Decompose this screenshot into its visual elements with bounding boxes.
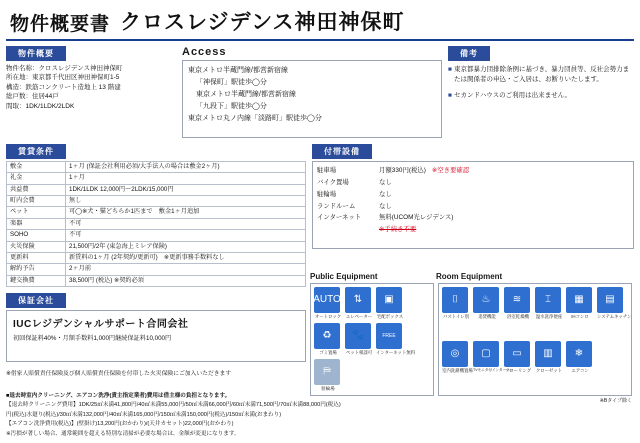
equipment-item	[376, 323, 416, 356]
rent-heading: 賃貸条件	[6, 144, 66, 159]
access-line: 東京メトロ半蔵門線/都営新宿線	[196, 90, 296, 98]
rent-key: 鍵交換費	[7, 275, 66, 286]
rent-value: 不可	[66, 218, 306, 229]
equipment-label: TVモニタ付インターホン	[473, 368, 514, 372]
table-row	[7, 196, 306, 207]
access-line: 東京メトロ丸ノ内線「淡路町」駅徒歩◯分	[188, 114, 322, 122]
guarantee-company: IUCレジデンシャルサポート合同会社	[13, 318, 189, 330]
remarks-list	[448, 65, 634, 101]
washlet-glyph: ⌶	[545, 294, 551, 305]
pet-glyph: 🐾	[351, 330, 365, 341]
equipment-item	[345, 323, 373, 356]
table-row	[7, 275, 306, 286]
air-conditioner-icon	[566, 341, 592, 367]
equipment-label: ゴミ置場	[319, 350, 337, 355]
rent-key: 火災保険	[7, 241, 66, 252]
equipment-item	[566, 341, 594, 392]
overview-heading: 物件概要	[6, 46, 66, 61]
facility-key: インターネット	[317, 214, 362, 222]
footer-line: ※汚損が著しい場合、通常範囲を超える特別な清掃が必要な場合は、金額が変更になります。	[6, 430, 240, 437]
overview-list	[6, 64, 176, 111]
equipment-label: 室内洗濯機置場	[442, 368, 473, 373]
system-kitchen-glyph: ▤	[605, 294, 615, 305]
document-header	[6, 4, 634, 41]
footer-line: 【退去時クリーニング費用】1DK/25㎡未満41,800円/40㎡未満55,000円/50㎡未満66,000円/60㎡未満71,500円/70㎡未満88,000円(税込)	[6, 402, 341, 408]
internet-free-icon	[376, 323, 402, 349]
tv-intercom-icon	[473, 341, 499, 367]
facility-value: なし	[379, 190, 392, 198]
remark-item: セカンドハウスのご利用は出来ません。	[453, 91, 572, 99]
overview-row: 総戸数：住居44戸	[6, 93, 59, 101]
footer-line: 【エアコン洗浄費用(税込)】(壁掛け)13,200円(おかわり)/(天井カセット)22,000円(おかわり)	[6, 421, 234, 427]
facility-value: 月額330円(税込)	[379, 167, 426, 174]
equipment-item	[314, 287, 342, 320]
equipment-item	[504, 341, 532, 392]
rent-value: 不可	[66, 230, 306, 241]
facility-value: なし	[379, 202, 392, 210]
delivery-box-glyph: ▣	[384, 294, 394, 305]
rent-key: 町内会費	[7, 196, 66, 207]
room-equipment-heading: Room Equipment	[436, 272, 503, 281]
public-equipment-heading: Public Equipment	[310, 272, 378, 281]
facilities-list	[312, 161, 634, 249]
footer-notes	[6, 392, 634, 440]
overview-row: 間取：1DK/1LDK/2LDK	[6, 102, 75, 110]
flooring-glyph: ▭	[512, 348, 522, 359]
rent-value: 2ヶ月前	[66, 264, 306, 275]
equipment-label: エアコン	[571, 368, 589, 373]
rent-value: 1ヶ月	[66, 173, 306, 184]
indoor-washer-glyph: ◎	[450, 348, 460, 359]
equipment-headings	[310, 272, 632, 281]
bath-toilet-separate-glyph: ⌷	[452, 294, 458, 305]
rent-value: 無し	[66, 196, 306, 207]
equipment-label: 宅配ボックス	[376, 314, 404, 319]
ih-stove-glyph: ▦	[574, 294, 584, 305]
access-line: 「九段下」駅徒歩◯分	[196, 102, 267, 110]
equipment-item	[314, 323, 342, 356]
delivery-box-icon	[376, 287, 402, 313]
facility-key: ランドルーム	[317, 202, 356, 210]
equipment-item	[345, 287, 373, 320]
remarks-heading: 備考	[448, 46, 490, 61]
guarantee-note: ※借家人賠償責任保険及び個人賠償責任保険を付帯した火災保険にご加入いただきます	[6, 370, 232, 377]
equipment-panels	[310, 283, 632, 396]
rent-key: 楽器	[7, 218, 66, 229]
facility-key: 駐車場	[317, 167, 337, 174]
facility-row	[317, 224, 629, 236]
access-line: 東京メトロ半蔵門線/都営新宿線	[188, 67, 288, 74]
equipment-item	[473, 341, 514, 392]
top-section	[6, 46, 634, 138]
table-row	[7, 264, 306, 275]
guarantee-detail: 初回保証料40%・月額手数料1,000円継続保証料10,000円	[13, 334, 172, 342]
auto-lock-icon	[314, 287, 340, 313]
equipment-label: 浴室乾燥機	[507, 314, 529, 319]
equipment-label: 駐輪場	[321, 386, 335, 391]
indoor-washer-icon	[442, 341, 468, 367]
facility-row	[317, 177, 629, 189]
footer-line: 円(税込)水廻り(税込)/30㎡未満132,000円/40㎡未満165,000円/150㎡未満150,000円(税込)/150㎡未満(おまわり)	[6, 411, 282, 418]
access-block	[182, 46, 442, 138]
facility-row	[317, 189, 629, 201]
equipment-section	[310, 272, 632, 404]
reheating-bath-glyph: ♨	[481, 294, 491, 305]
equipment-item	[566, 287, 594, 338]
facility-row	[317, 165, 629, 177]
auto-lock-glyph: AUTO	[313, 294, 341, 305]
overview-block	[6, 46, 176, 138]
rent-value: 可◯※犬・猫どちらか1匹まで 敷金1ヶ月追加	[66, 207, 306, 218]
equipment-item	[314, 359, 342, 392]
equipment-item	[597, 287, 632, 338]
ih-stove-icon	[566, 287, 592, 313]
elevator-glyph: ⇅	[353, 294, 363, 305]
facility-key	[317, 224, 379, 236]
equipment-item	[376, 287, 404, 320]
air-conditioner-glyph: ❄	[574, 348, 584, 359]
bathroom-dryer-icon	[504, 287, 530, 313]
rent-value: 1ヶ月 (保証会社利用必須/大手法人の場合は敷金2ヶ月)	[66, 162, 306, 173]
equipment-item	[535, 341, 563, 392]
access-heading: Access	[182, 46, 227, 58]
bicycle-parking-glyph: ⛿	[323, 366, 331, 377]
facility-note: ※空き要確認	[431, 167, 470, 174]
system-kitchen-icon	[597, 287, 623, 313]
equipment-label: IHコンロ	[571, 314, 589, 319]
equipment-note: ※Bタイプ除く	[599, 398, 632, 404]
facilities-heading: 付帯設備	[312, 144, 372, 159]
rent-block	[6, 144, 306, 287]
table-row	[7, 218, 306, 229]
flooring-icon	[504, 341, 530, 367]
bullet-icon: ■	[448, 91, 452, 99]
bathroom-dryer-glyph: ≋	[512, 294, 522, 305]
equipment-label: オートロック	[314, 314, 342, 319]
trash-room-icon	[314, 323, 340, 349]
facility-key: バイク置場	[317, 178, 349, 186]
equipment-item	[535, 287, 563, 338]
rent-value: 21,500円/2年 (東急海上ミレア保険)	[66, 241, 306, 252]
table-row	[7, 241, 306, 252]
internet-free-glyph: FREE	[382, 332, 396, 339]
facility-value: ※手続き不要	[379, 226, 417, 234]
facility-value: 無料(UCOM光レジデンス)	[379, 214, 454, 222]
table-row	[7, 207, 306, 218]
rent-table	[6, 161, 306, 287]
equipment-item	[473, 287, 501, 338]
rent-key: SOHO	[7, 230, 66, 241]
rent-key: 礼金	[7, 173, 66, 184]
rent-value: 1DK/1LDK 12,000円～2LDK/15,000円	[66, 184, 306, 195]
closet-glyph: ▥	[543, 348, 553, 359]
equipment-label: エレベーター	[345, 314, 373, 319]
rent-value: 38,500円 (税込) ※契約必須	[66, 275, 306, 286]
overview-row: 物件名称：クロスレジデンス神田神保町	[6, 65, 123, 72]
equipment-label: 温水洗浄便座	[535, 314, 563, 319]
overview-row: 構造：鉄筋コンクリート造地上 13 階建	[6, 83, 121, 91]
guarantee-card	[6, 310, 306, 362]
table-row	[7, 184, 306, 195]
document-title: 物件概要書	[10, 14, 111, 35]
equipment-label: 追焚機能	[478, 314, 496, 319]
rent-key: 共益費	[7, 184, 66, 195]
equipment-label: バストイレ別	[442, 314, 470, 319]
equipment-label: システムキッチン	[597, 314, 632, 319]
access-list	[182, 60, 442, 138]
conditions-section	[6, 144, 634, 287]
rent-key: 敷金	[7, 162, 66, 173]
facility-key: 駐輪場	[317, 190, 337, 198]
room-equipment-panel	[438, 283, 632, 396]
rent-key: 解約予告	[7, 264, 66, 275]
facilities-block	[312, 144, 634, 287]
public-equipment-panel	[310, 283, 434, 396]
remarks-block	[448, 46, 634, 138]
guarantee-heading: 保証会社	[6, 293, 66, 308]
pet-icon	[345, 323, 371, 349]
facility-row	[317, 212, 629, 224]
trash-room-glyph: ♻	[322, 330, 332, 341]
property-name: クロスレジデンス神田神保町	[120, 11, 405, 34]
facility-value: なし	[379, 178, 392, 186]
bullet-icon: ■	[448, 66, 452, 73]
equipment-label: ペット相談可	[345, 350, 373, 355]
reheating-bath-icon	[473, 287, 499, 313]
washlet-icon	[535, 287, 561, 313]
equipment-item	[442, 287, 470, 338]
table-row	[7, 230, 306, 241]
bicycle-parking-icon	[314, 359, 340, 385]
equipment-item	[442, 341, 473, 392]
closet-icon	[535, 341, 561, 367]
facility-row	[317, 201, 629, 213]
equipment-item	[504, 287, 532, 338]
tv-intercom-glyph: ▢	[481, 348, 491, 359]
table-row	[7, 252, 306, 263]
equipment-label: インターネット無料	[376, 350, 416, 355]
overview-row: 所在地：東京都千代田区神田神保町1-5	[6, 74, 120, 82]
table-row	[7, 162, 306, 173]
rent-key: 更新料	[7, 252, 66, 263]
remark-item: 東京都暴力団排除条例に基づき、暴力団員等、反社会勢力または関係者の申込・ご入居は、お断りいたします。	[453, 66, 630, 84]
equipment-label: フローリング	[504, 368, 532, 373]
footer-line: ■退去時室内クリーニング、エアコン洗浄(責主指定業者)費用は借主様の負担となります。	[6, 392, 231, 399]
rent-value: 新賃料の1ヶ月 (2年契約/更新可) ※更新事務手数料なし	[66, 252, 306, 263]
rent-key: ペット	[7, 207, 66, 218]
elevator-icon	[345, 287, 371, 313]
bath-toilet-separate-icon	[442, 287, 468, 313]
guarantee-block	[6, 293, 306, 377]
equipment-label: クローゼット	[535, 368, 563, 373]
table-row	[7, 173, 306, 184]
access-line: 「神保町」駅徒歩◯分	[196, 78, 267, 86]
